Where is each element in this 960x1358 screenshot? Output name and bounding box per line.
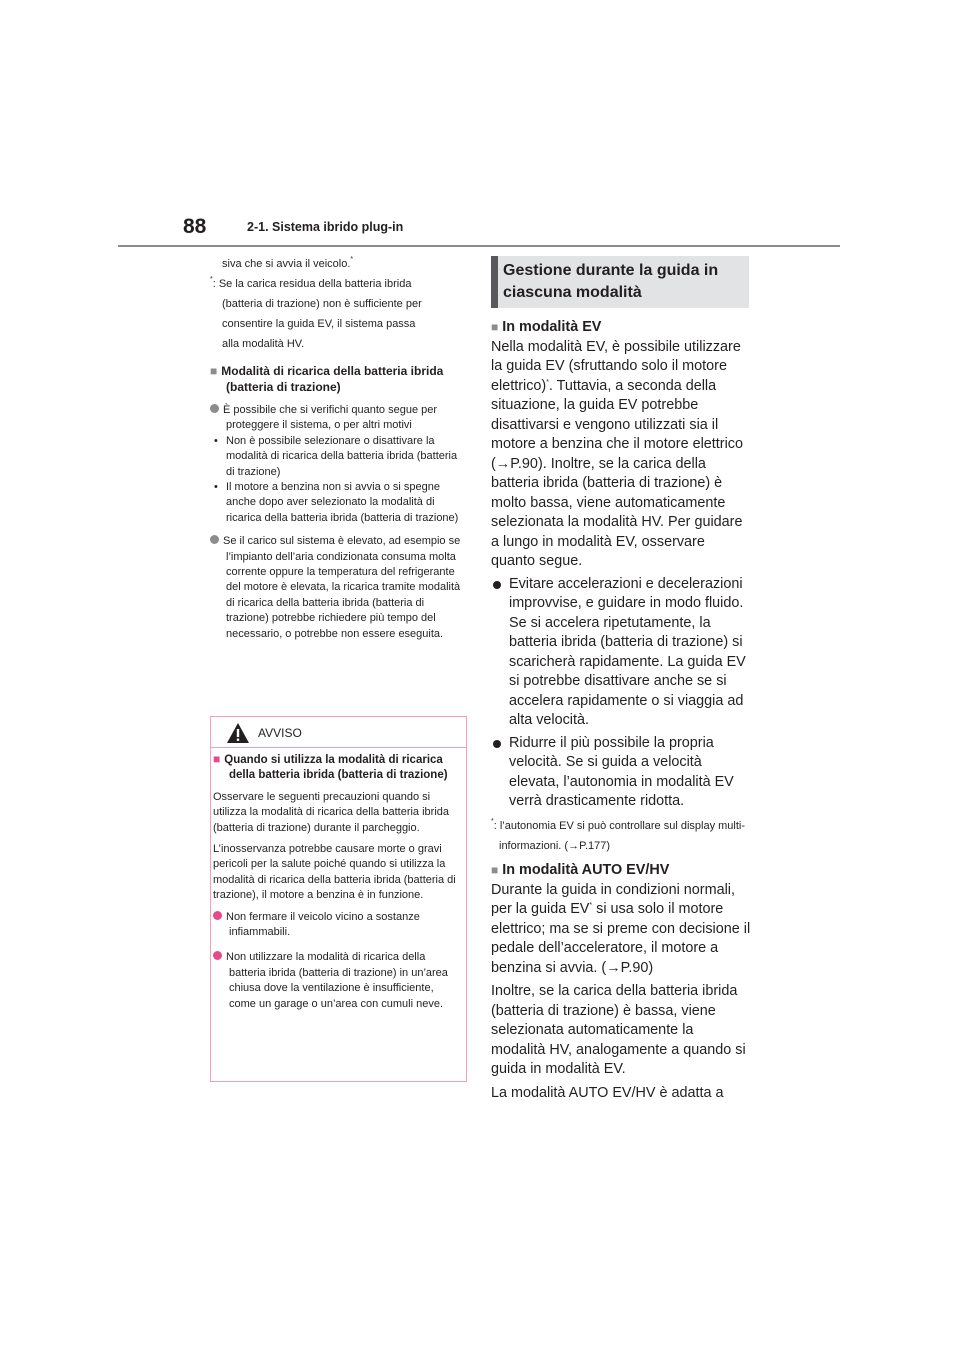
footnote-marker: * (491, 817, 494, 825)
ev-mode-heading: ■ In modalità EV (491, 319, 602, 335)
auto-mode-paragraph: La modalità AUTO EV/HV è adatta a (491, 1084, 724, 1101)
footnote-marker: * (589, 902, 593, 909)
charge-mode-bullets: È possibile che si verifichi quanto segue per proteggere il sistema, o per altri motivi • Non è possibile selezionare o disattivare la modalità di ricarica della batteria ibrida (batteria di trazione) • Il motore a benzina non si avvia o si spegne anche dopo aver selezionato la modalità di ricarica della batteria ibrida (batteria di trazione) Se il carico sul sistema è elevato, ad esempio se l’impianto dell’aria condizionata consuma molta corrente oppure la temperatura del refrigerante del motore è elevata, la ricarica tramite modalità di ricarica della batteria ibrida (batteria di trazione) potrebbe richiedere più tempo del necessario, o potrebbe non essere eseguita. (210, 403, 468, 642)
footnote-line: consentire la guida EV, il sistema passa (222, 318, 416, 330)
square-bullet-icon: ■ (491, 320, 499, 334)
auto-mode-heading: ■ In modalità AUTO EV/HV (491, 862, 670, 878)
footnote-line: : Se la carica residua della batteria ibrida (212, 278, 412, 290)
circle-bullet-icon (210, 404, 219, 413)
ev-bullet: Evitare accelerazioni e decelerazioni improvvise, e guidare in modo fluido. Se si accelera ripetutamente, la batteria ibrida (batteria di trazione) si scaricherà rapidamente. La guida EV si potrebbe disattivare anche se si accelera rapidamente o si viaggia ad alta velocità. (491, 575, 751, 731)
circle-bullet-icon (213, 911, 222, 920)
continued-line: siva che si avvia il veicolo.* (222, 256, 354, 270)
page-reference[interactable]: →P.90 (495, 455, 538, 472)
footnote-line: (batteria di trazione) non è sufficiente per (222, 298, 422, 310)
footnote (210, 274, 468, 354)
page-number: 88 (183, 215, 207, 238)
ev-mode-section (491, 318, 751, 856)
footnote-marker: * (210, 276, 213, 283)
ev-footnote: *: l’autonomia EV si può controllare sul display multi-informazioni. (→P.177) (491, 817, 746, 852)
warning-paragraph: Osservare le seguenti precauzioni quando si utilizza la modalità di ricarica della batteria ibrida (batteria di trazione) durante il parcheggio. (213, 790, 450, 834)
square-bullet-icon: ■ (491, 863, 499, 877)
circle-bullet-icon (213, 951, 222, 960)
square-bullet-icon: ■ (210, 364, 218, 378)
auto-mode-section (491, 861, 751, 1103)
page-reference[interactable]: →P.177 (568, 839, 607, 852)
charge-mode-heading: ■ Modalità di ricarica della batteria ibrida (batteria di trazione) (210, 364, 444, 394)
warning-content: ■ Quando si utilizza la modalità di ricarica della batteria ibrida (batteria di trazione) Osservare le seguenti precauzioni quando si utilizza la modalità di ricarica della batteria ibrida (batteria di trazione) durante il parcheggio. L’inosservanza potrebbe causare morte o gravi pericoli per la salute poiché quando si utilizza la modalità di ricarica della batteria ibrida (batteria di trazione), il motore a benzina è in funzione. Non fermare il veicolo vicino a sostanze infiammabili. Non utilizzare la modalità di ricarica della batteria ibrida (batteria di trazione) in un’area chiusa dove la ventilazione è insufficiente, come un garage o un’area con cumuli neve. (213, 752, 463, 1012)
left-column-top (210, 254, 468, 354)
sub-bullet: Il motore a benzina non si avvia o si spegne anche dopo aver selezionato la modalità di ricarica della batteria ibrida (batteria di trazione) (226, 481, 459, 524)
bullet-icon: • (214, 434, 218, 447)
sub-bullet: Non è possibile selezionare o disattivare la modalità di ricarica della batteria ibrida (batteria di trazione) (226, 434, 458, 478)
footnote-marker: * (350, 256, 354, 263)
warning-title: AVVISO (258, 726, 302, 740)
auto-mode-paragraph: Durante la guida in condizioni normali, per la guida EV* si usa solo il motore elettrico; ma se si preme con decisione il pedale dell’acceleratore, il motore a benzina si avvia. (→P.90) (491, 881, 751, 976)
warning-triangle-icon (226, 722, 250, 749)
page-reference[interactable]: →P.90 (606, 959, 649, 976)
bullet-icon: • (214, 481, 218, 494)
square-bullet-icon: ■ (213, 752, 221, 766)
footnote-line: alla modalità HV. (222, 338, 305, 350)
warning-paragraph: L’inosservanza potrebbe causare morte o gravi pericoli per la salute poiché quando si utilizza la modalità di ricarica della batteria ibrida (batteria di trazione), il motore a benzina è in funzione. (213, 843, 456, 902)
header-rule (118, 245, 840, 247)
auto-mode-paragraph: Inoltre, se la carica della batteria ibrida (batteria di trazione) è bassa, viene selezionata automaticamente la modalità HV, analogamente a quando si guida in modalità EV. (491, 983, 746, 1077)
section-heading-bar (491, 256, 498, 308)
bullet-icon (493, 740, 501, 748)
ev-bullet: Ridurre il più possibile la propria velocità. Se si guida a velocità elevata, l’autonomia in modalità EV verrà drasticamente ridotta. (491, 734, 751, 812)
circle-bullet-icon (210, 535, 219, 544)
section-title: 2-1. Sistema ibrido plug-in (247, 220, 404, 234)
bullet-icon (493, 581, 501, 589)
ev-mode-paragraph: Nella modalità EV, è possibile utilizzare la guida EV (sfruttando solo il motore elettrico)*. Tuttavia, a seconda della situazione, la guida EV potrebbe disattivarsi e vengono utilizzati sia il motore a benzina che il motore elettrico (→P.90). Inoltre, se la carica della batteria ibrida (batteria di trazione) è molto bassa, viene automaticamente selezionata la modalità HV. Per guidare a lungo in modalità EV, osservare quanto segue. (491, 338, 743, 569)
footnote-marker: * (546, 378, 549, 386)
section-heading: Gestione durante la guida in ciascuna modalità (503, 262, 719, 301)
